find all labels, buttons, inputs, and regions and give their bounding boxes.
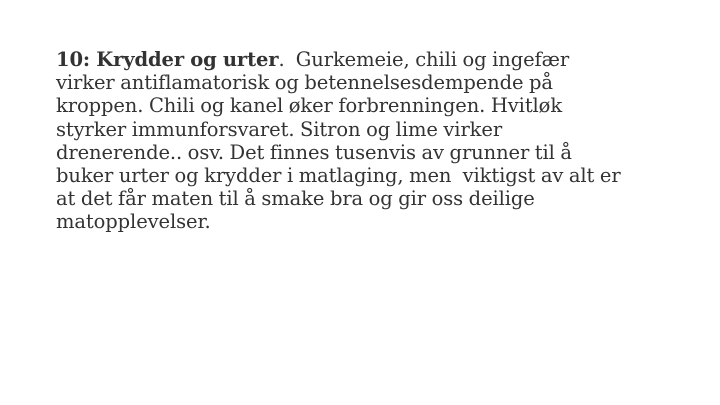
text-line-3: kroppen. Chili og kanel øker forbrenningen. Hvitløk (56, 94, 563, 118)
text-line-6: buker urter og krydder i matlaging, men viktigst av alt er (56, 164, 621, 188)
text-line-2: virker antiflamatorisk og betennelsesdempende på (56, 71, 553, 95)
text-line-4: styrker immunforsvaret. Sitron og lime virker (56, 117, 503, 141)
heading-suffix: . (278, 48, 296, 71)
text-line-8: matopplevelser. (56, 210, 211, 234)
slide-heading: 10: Krydder og urter (56, 48, 279, 71)
text-line-7: at det får maten til å smake bra og gir oss deilige (56, 187, 535, 211)
text-line-1-content: Gurkemeie, chili og ingefær (295, 48, 570, 71)
slide-body-text (56, 48, 681, 234)
text-line-1 (56, 48, 681, 71)
text-line-5: drenerende.. osv. Det finnes tusenvis av grunner til å (56, 140, 572, 164)
